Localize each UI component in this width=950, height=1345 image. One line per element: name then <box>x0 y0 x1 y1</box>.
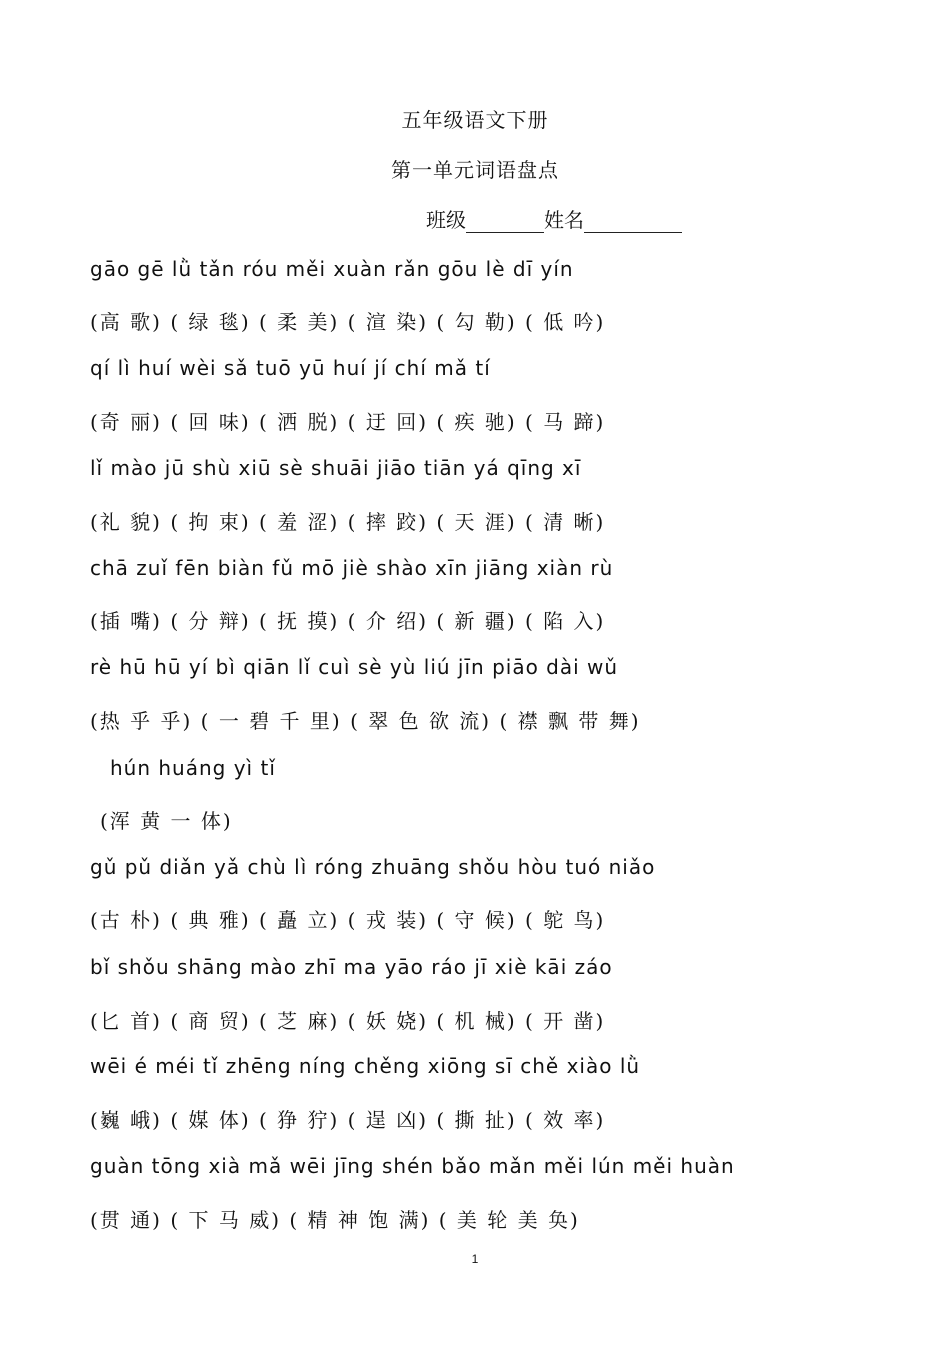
hanzi-line: (匕 首) ( 商 贸) ( 芝 麻) ( 妖 娆) ( 机 械) ( 开 凿) <box>90 1009 606 1033</box>
hanzi-line: (奇 丽) ( 回 味) ( 洒 脱) ( 迂 回) ( 疾 驰) ( 马 蹄) <box>90 410 606 434</box>
page-number: 1 <box>471 1252 479 1266</box>
hanzi-line: (浑 黄 一 体) <box>100 809 233 833</box>
hanzi-line: (贯 通) ( 下 马 威) ( 精 神 饱 满) ( 美 轮 美 奂) <box>90 1208 580 1232</box>
pinyin-line: qí lì huí wèi sǎ tuō yū huí jí chí mǎ tí <box>90 356 491 380</box>
class-name-line <box>426 204 682 233</box>
pinyin-line: bǐ shǒu shāng mào zhī ma yāo ráo jī xiè kāi záo <box>90 955 613 979</box>
hanzi-line: (礼 貌) ( 拘 束) ( 羞 涩) ( 摔 跤) ( 天 涯) ( 清 晰) <box>90 510 606 534</box>
pinyin-line: hún huáng yì tǐ <box>110 756 276 780</box>
pinyin-line: rè hū hū yí bì qiān lǐ cuì sè yù liú jīn piāo dài wǔ <box>90 655 619 679</box>
class-blank <box>466 212 544 233</box>
name-blank <box>584 212 682 233</box>
pinyin-line: chā zuǐ fēn biàn fǔ mō jiè shào xīn jiāng xiàn rù <box>90 556 614 580</box>
pinyin-line: wēi é méi tǐ zhēng níng chěng xiōng sī chě xiào lǜ <box>90 1054 641 1078</box>
hanzi-line: (古 朴) ( 典 雅) ( 矗 立) ( 戎 装) ( 守 候) ( 鸵 鸟) <box>90 908 606 932</box>
pinyin-line: guàn tōng xià mǎ wēi jīng shén bǎo mǎn měi lún měi huàn <box>90 1154 735 1178</box>
hanzi-line: (高 歌) ( 绿 毯) ( 柔 美) ( 渲 染) ( 勾 勒) ( 低 吟) <box>90 310 606 334</box>
pinyin-line: gāo gē lǜ tǎn róu měi xuàn rǎn gōu lè dī yín <box>90 257 574 281</box>
class-label: 班级 <box>426 208 466 232</box>
name-label: 姓名 <box>544 208 584 232</box>
hanzi-line: (插 嘴) ( 分 辩) ( 抚 摸) ( 介 绍) ( 新 疆) ( 陷 入) <box>90 609 606 633</box>
hanzi-line: (热 乎 乎) ( 一 碧 千 里) ( 翠 色 欲 流) ( 襟 飘 带 舞) <box>90 709 641 733</box>
page-title: 五年级语文下册 <box>401 108 549 132</box>
unit-subtitle: 第一单元词语盘点 <box>391 158 559 182</box>
pinyin-line: gǔ pǔ diǎn yǎ chù lì róng zhuāng shǒu hòu tuó niǎo <box>90 855 656 879</box>
hanzi-line: (巍 峨) ( 媒 体) ( 狰 狞) ( 逞 凶) ( 撕 扯) ( 效 率) <box>90 1108 606 1132</box>
pinyin-line: lǐ mào jū shù xiū sè shuāi jiāo tiān yá qīng xī <box>90 456 582 480</box>
